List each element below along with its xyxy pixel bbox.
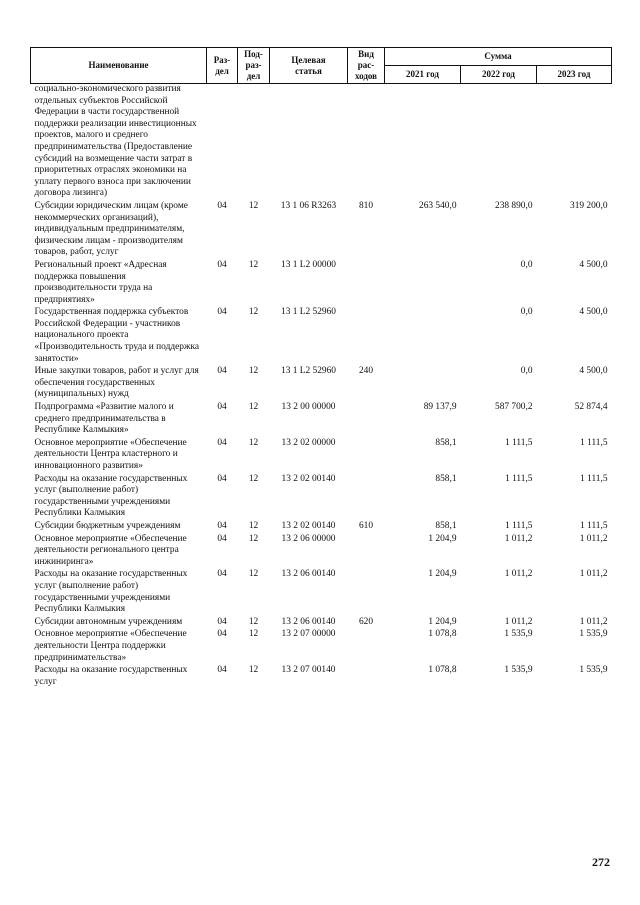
cell-podrazdel: 12 [248, 366, 259, 377]
table-row [31, 665, 612, 689]
cell-2021: 858,1 [435, 473, 457, 484]
cell-2022: 0,0 [520, 307, 533, 318]
header-2021: 2021 год [385, 66, 461, 84]
cell-2021: 1 078,8 [428, 665, 457, 676]
cell-podrazdel: 12 [248, 473, 259, 484]
cell-name: Государственная поддержка субъектов Российской Федерации - участников национального проекта «Производительность труда и поддержка занятости» [34, 307, 200, 364]
cell-2022: 0,0 [520, 366, 533, 377]
budget-table [30, 47, 612, 689]
header-target: Целевая статья [270, 48, 348, 84]
cell-razdel: 04 [217, 665, 227, 676]
cell-target: 13 2 07 00000 [281, 629, 336, 640]
cell-name: Субсидии автономным учреждениям [34, 616, 183, 627]
cell-vid [348, 307, 385, 366]
cell-target: 13 2 02 00140 [281, 473, 336, 484]
cell-2022: 587 700,2 [495, 402, 533, 413]
table-row [31, 534, 612, 570]
cell-name: Подпрограмма «Развитие малого и среднего предпринимательства в Республике Калмыкия» [34, 402, 174, 436]
cell-2021 [385, 307, 461, 366]
cell-2023: 52 874,4 [574, 402, 608, 413]
cell-podrazdel: 12 [248, 520, 259, 531]
cell-name: Региональный проект «Адресная поддержка повышения производительности труда на предприятиях» [34, 259, 167, 305]
table-header [31, 48, 612, 84]
cell-2022: 1 011,2 [504, 533, 533, 544]
cell-2022: 1 111,5 [505, 473, 533, 484]
cell-name: Иные закупки товаров, работ и услуг для обеспечения государственных (муниципальных) нужд [34, 366, 199, 400]
cell-2021 [385, 84, 461, 201]
cell-name: социально-экономического развития отдельных субъектов Российской Федерации в части государственной поддержки реализации инвестиционных проектов, малого и среднего предпринимательства (Предоставление субсидий на возмещение части затрат в приоритетных отраслях экономики на уплату первого взноса при заключении договора лизинга) [34, 84, 197, 199]
table-row [31, 84, 612, 201]
cell-razdel: 04 [217, 616, 227, 627]
cell-2023: 4 500,0 [579, 307, 608, 318]
table-row [31, 569, 612, 616]
cell-vid [348, 629, 385, 665]
cell-2022: 1 111,5 [505, 520, 533, 531]
cell-2021: 1 078,8 [428, 629, 457, 640]
cell-podrazdel: 12 [248, 307, 259, 318]
cell-podrazdel: 12 [248, 200, 259, 211]
cell-vid: 620 [358, 616, 374, 627]
cell-target: 13 2 02 00000 [281, 437, 336, 448]
table-row [31, 438, 612, 474]
cell-podrazdel: 12 [248, 665, 259, 676]
cell-podrazdel: 12 [248, 259, 259, 270]
cell-razdel: 04 [217, 533, 227, 544]
cell-vid [348, 474, 385, 521]
cell-2022: 1 535,9 [504, 629, 533, 640]
cell-2022: 1 535,9 [504, 665, 533, 676]
header-2023: 2023 год [537, 66, 612, 84]
cell-2021: 263 540,0 [419, 200, 457, 211]
cell-2023: 1 111,5 [580, 437, 608, 448]
cell-2022: 1 111,5 [505, 437, 533, 448]
cell-name: Субсидии юридическим лицам (кроме некоммерческих организаций), индивидуальным предпринимателям, физическим лицам - производителям товаров, работ, услуг [34, 200, 188, 258]
cell-razdel: 04 [217, 259, 227, 270]
cell-2023: 4 500,0 [579, 259, 608, 270]
cell-razdel: 04 [217, 629, 227, 640]
cell-2023: 4 500,0 [579, 366, 608, 377]
cell-vid: 810 [358, 200, 374, 211]
cell-razdel: 04 [217, 520, 227, 531]
cell-target: 13 2 06 00140 [281, 569, 336, 580]
cell-2023 [537, 84, 612, 201]
cell-target: 13 2 06 00140 [281, 616, 336, 627]
cell-target: 13 1 L2 00000 [281, 259, 336, 270]
cell-2023: 1 111,5 [580, 520, 608, 531]
cell-2021: 858,1 [435, 437, 457, 448]
table-row [31, 629, 612, 665]
cell-2023: 319 200,0 [570, 200, 608, 211]
cell-target: 13 2 07 00140 [281, 665, 336, 676]
cell-podrazdel: 12 [248, 629, 259, 640]
table-row [31, 307, 612, 366]
table-row [31, 474, 612, 521]
cell-vid: 240 [358, 366, 374, 377]
cell-razdel: 04 [217, 473, 227, 484]
cell-2022 [461, 84, 537, 201]
cell-name: Основное мероприятие «Обеспечение деятельности Центра поддержки предпринимательства» [34, 629, 187, 663]
cell-podrazdel: 12 [248, 437, 259, 448]
cell-razdel: 04 [217, 366, 227, 377]
cell-2021: 1 204,9 [428, 533, 457, 544]
cell-target [270, 84, 348, 201]
cell-target: 13 1 L2 52960 [281, 307, 336, 318]
cell-2023: 1 111,5 [580, 473, 608, 484]
header-name: Наименование [31, 48, 207, 84]
cell-name: Расходы на оказание государственных услуг [34, 665, 188, 687]
cell-2021 [385, 260, 461, 307]
cell-vid [348, 569, 385, 616]
page-number: 272 [592, 855, 610, 869]
cell-2023: 1 011,2 [579, 616, 608, 627]
cell-target: 13 2 02 00140 [281, 520, 336, 531]
cell-2022: 0,0 [520, 259, 533, 270]
cell-target: 13 2 06 00000 [281, 533, 336, 544]
cell-vid [348, 84, 385, 201]
cell-podrazdel: 12 [248, 569, 259, 580]
table-row [31, 521, 612, 534]
cell-vid [348, 402, 385, 438]
cell-2021: 1 204,9 [428, 569, 457, 580]
cell-name: Субсидии бюджетным учреждениям [34, 520, 181, 531]
cell-razdel: 04 [217, 307, 227, 318]
cell-razdel: 04 [217, 200, 227, 211]
cell-2023: 1 535,9 [579, 629, 608, 640]
cell-2022: 1 011,2 [504, 616, 533, 627]
table-row [31, 260, 612, 307]
cell-2022: 238 890,0 [495, 200, 533, 211]
cell-razdel: 04 [217, 437, 227, 448]
table-row [31, 366, 612, 402]
cell-2021 [385, 366, 461, 402]
header-vid: Вид рас- ходов [348, 48, 385, 84]
cell-2023: 1 011,2 [579, 533, 608, 544]
cell-2021: 89 137,9 [423, 402, 457, 413]
cell-2022: 1 011,2 [504, 569, 533, 580]
cell-razdel: 04 [217, 569, 227, 580]
budget-table-sheet [30, 47, 611, 689]
cell-target: 13 2 00 00000 [281, 402, 336, 413]
cell-vid [348, 438, 385, 474]
cell-razdel [207, 84, 238, 201]
table-row [31, 617, 612, 630]
cell-podrazdel [238, 84, 270, 201]
header-podrazdel: Под- раз- дел [238, 48, 270, 84]
cell-podrazdel: 12 [248, 616, 259, 627]
cell-vid [348, 665, 385, 689]
cell-name: Основное мероприятие «Обеспечение деятельности Центра кластерного и инновационного развития» [34, 437, 187, 471]
cell-target: 13 1 L2 52960 [281, 366, 336, 377]
cell-2021: 1 204,9 [428, 616, 457, 627]
cell-target: 13 1 06 R3263 [280, 200, 337, 211]
cell-2023: 1 535,9 [579, 665, 608, 676]
cell-name: Основное мероприятие «Обеспечение деятельности регионального центра инжиниринга» [34, 533, 187, 567]
cell-vid [348, 534, 385, 570]
table-row [31, 201, 612, 260]
cell-podrazdel: 12 [248, 533, 259, 544]
cell-name: Расходы на оказание государственных услуг (выполнение работ) государственными учреждениями Республики Калмыкия [34, 569, 188, 615]
table-row [31, 402, 612, 438]
header-summa: Сумма [385, 48, 612, 66]
cell-vid [348, 260, 385, 307]
cell-name: Расходы на оказание государственных услуг (выполнение работ) государственными учреждениями Республики Калмыкия [34, 473, 188, 519]
header-2022: 2022 год [461, 66, 537, 84]
cell-2021: 858,1 [435, 520, 457, 531]
cell-razdel: 04 [217, 402, 227, 413]
cell-podrazdel: 12 [248, 402, 259, 413]
table-body [31, 84, 612, 690]
cell-2023: 1 011,2 [579, 569, 608, 580]
cell-vid: 610 [358, 520, 374, 531]
header-razdel: Раз- дел [207, 48, 238, 84]
